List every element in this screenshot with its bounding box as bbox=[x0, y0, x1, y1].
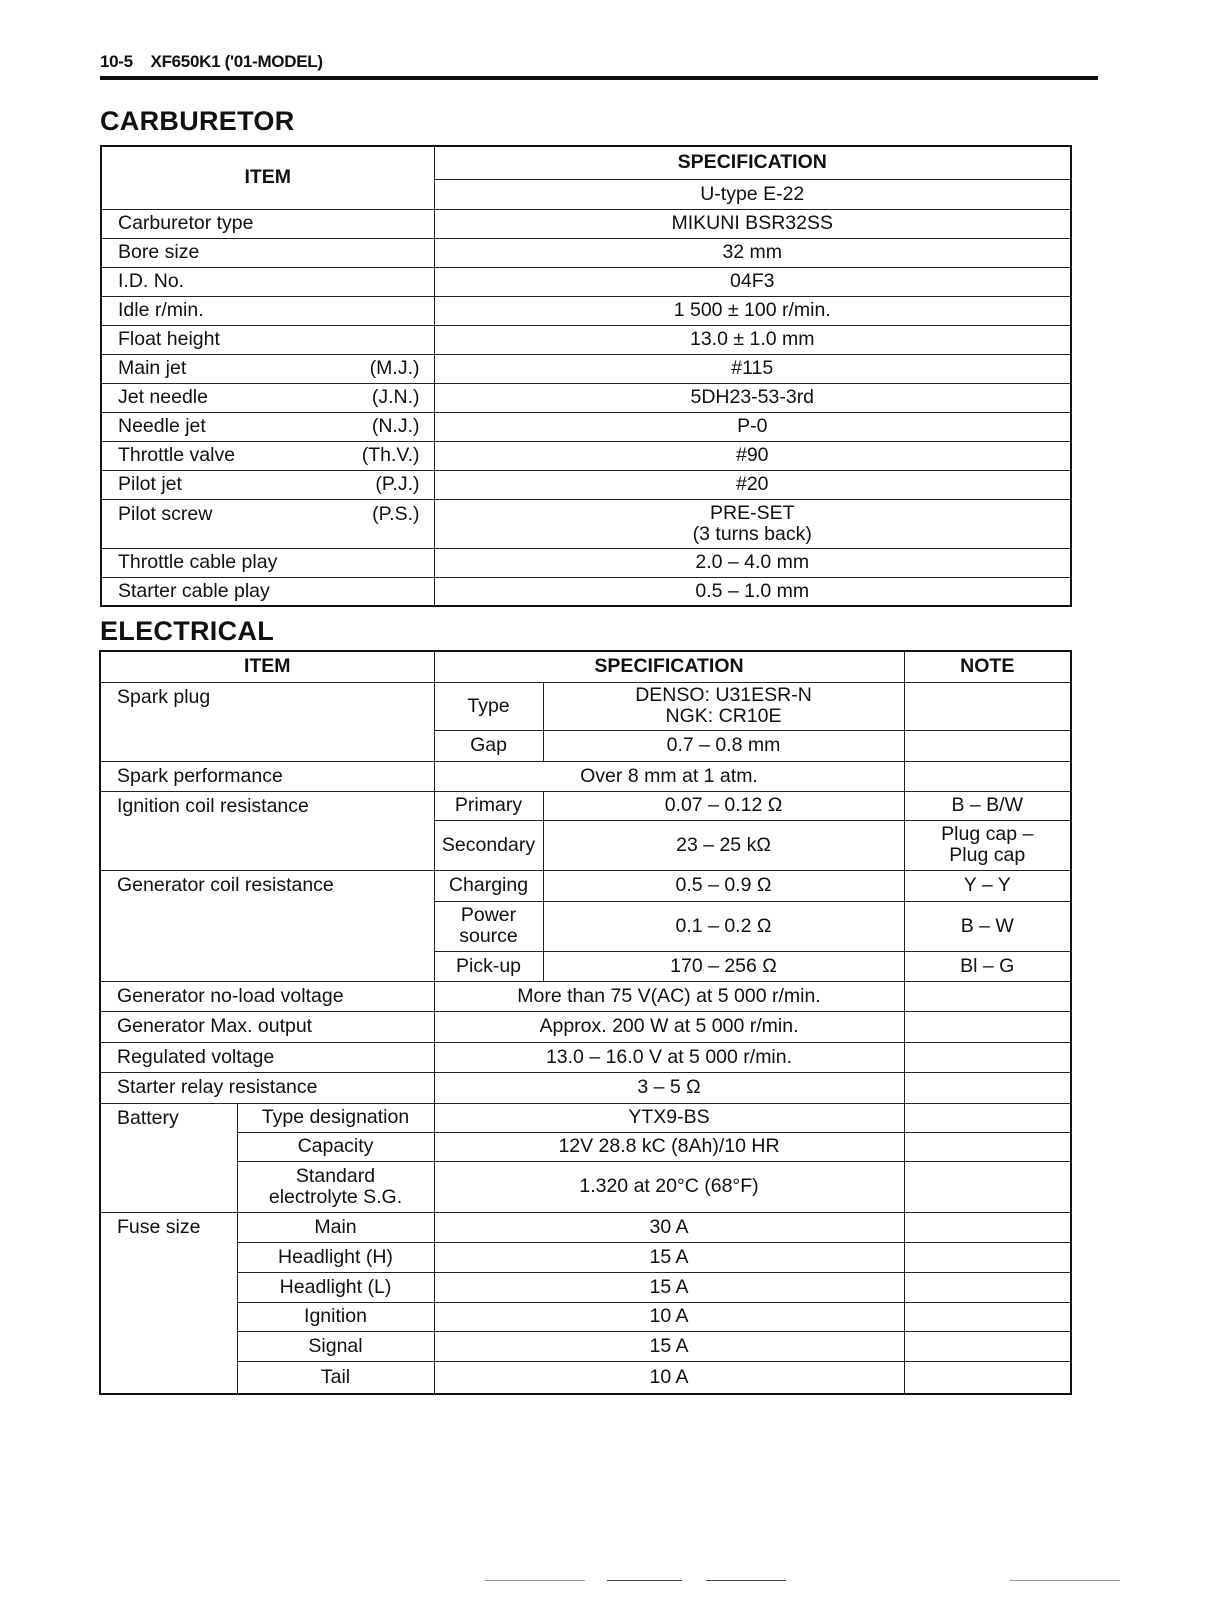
spark-plug-type-note bbox=[904, 682, 1071, 730]
charging-note: Y – Y bbox=[904, 870, 1071, 901]
power-source-value: 0.1 – 0.2 Ω bbox=[543, 901, 904, 951]
spark-plug-type-label: Type bbox=[434, 682, 543, 730]
battery-capacity-note bbox=[904, 1132, 1071, 1161]
carb-spec-value: 0.5 – 1.0 mm bbox=[695, 579, 810, 602]
pickup-label: Pick-up bbox=[434, 951, 543, 981]
fuse-row bbox=[100, 1272, 1071, 1302]
spark-performance-note bbox=[904, 761, 1071, 791]
battery-sg-label bbox=[237, 1161, 434, 1212]
fuse-note bbox=[904, 1302, 1071, 1331]
carb-item-cell bbox=[101, 412, 434, 441]
spark-plug-gap-value: 0.7 – 0.8 mm bbox=[543, 730, 904, 761]
charging-label: Charging bbox=[434, 870, 543, 901]
fuse-value: 15 A bbox=[434, 1331, 904, 1361]
carb-item-name: Carburetor type bbox=[118, 212, 254, 234]
carb-item-cell bbox=[101, 499, 434, 548]
scan-mark bbox=[485, 1580, 585, 1581]
carb-item-cell bbox=[101, 577, 434, 606]
fuse-value: 10 A bbox=[434, 1361, 904, 1394]
power-source-label bbox=[434, 901, 543, 951]
spark-plug-ngk: NGK: CR10E bbox=[665, 705, 782, 727]
fuse-note bbox=[904, 1331, 1071, 1361]
generator-max-label: Generator Max. output bbox=[100, 1011, 434, 1042]
carb-spec-cell bbox=[434, 383, 1071, 412]
ignition-primary-label: Primary bbox=[434, 791, 543, 820]
carb-spec-value: 2.0 – 4.0 mm bbox=[695, 551, 810, 573]
model-name: XF650K1 ('01-MODEL) bbox=[150, 52, 323, 71]
carb-spec-cell bbox=[434, 209, 1071, 238]
fuse-row bbox=[100, 1302, 1071, 1331]
carb-spec-value-line2: (3 turns back) bbox=[692, 522, 812, 545]
starter-relay-value: 3 – 5 Ω bbox=[434, 1072, 904, 1103]
carb-head-spec: SPECIFICATION bbox=[434, 146, 1071, 179]
ignition-primary-note: B – B/W bbox=[904, 791, 1071, 820]
carb-row bbox=[101, 325, 1071, 354]
battery-sg-value: 1.320 at 20°C (68°F) bbox=[434, 1161, 904, 1212]
elec-head-note: NOTE bbox=[904, 651, 1071, 682]
carb-spec-cell bbox=[434, 267, 1071, 296]
carb-item-cell bbox=[101, 383, 434, 412]
carb-spec-value: 32 mm bbox=[722, 241, 783, 263]
carb-item-abbr: (N.J.) bbox=[371, 415, 420, 437]
carb-item-name: I.D. No. bbox=[118, 270, 185, 292]
power-label-line2: source bbox=[459, 925, 518, 947]
generator-noload-value: More than 75 V(AC) at 5 000 r/min. bbox=[434, 981, 904, 1011]
scan-mark bbox=[706, 1580, 786, 1581]
carb-item-cell bbox=[101, 470, 434, 499]
electrical-table bbox=[99, 650, 1072, 1395]
fuse-value: 15 A bbox=[434, 1242, 904, 1272]
carb-item-cell bbox=[101, 238, 434, 267]
ignition-primary-value: 0.07 – 0.12 Ω bbox=[543, 791, 904, 820]
spark-plug-denso: DENSO: U31ESR-N bbox=[635, 684, 812, 706]
battery-type-note bbox=[904, 1103, 1071, 1132]
carb-spec-cell bbox=[434, 548, 1071, 577]
carburetor-title: CARBURETOR bbox=[100, 106, 295, 136]
carb-item-cell bbox=[101, 296, 434, 325]
fuse-value: 30 A bbox=[434, 1212, 904, 1242]
header-rule bbox=[100, 76, 1098, 80]
starter-relay-note bbox=[904, 1072, 1071, 1103]
carb-spec-value: 04F3 bbox=[730, 270, 775, 292]
carb-item-cell bbox=[101, 325, 434, 354]
battery-label: Battery bbox=[100, 1103, 237, 1212]
fuse-name: Main bbox=[237, 1212, 434, 1242]
fuse-row bbox=[100, 1331, 1071, 1361]
generator-coil-label: Generator coil resistance bbox=[100, 870, 434, 981]
carb-spec-value: MIKUNI BSR32SS bbox=[671, 212, 833, 234]
carb-sub-spec: U-type E-22 bbox=[434, 179, 1071, 209]
fuse-name: Signal bbox=[237, 1331, 434, 1361]
electrical-title: ELECTRICAL bbox=[100, 616, 274, 646]
carb-item-name: Jet needle bbox=[118, 386, 208, 408]
carb-spec-cell bbox=[434, 412, 1071, 441]
carb-row bbox=[101, 441, 1071, 470]
starter-relay-label: Starter relay resistance bbox=[100, 1072, 434, 1103]
carb-spec-value: 13.0 ± 1.0 mm bbox=[689, 328, 815, 350]
fuse-note bbox=[904, 1212, 1071, 1242]
carb-item-cell bbox=[101, 548, 434, 577]
carb-row bbox=[101, 383, 1071, 412]
ignition-secondary-note-line2: Plug cap bbox=[949, 844, 1026, 866]
carb-row bbox=[101, 577, 1071, 606]
carb-spec-cell bbox=[434, 325, 1071, 354]
carb-item-cell bbox=[101, 209, 434, 238]
carb-item-name: Throttle cable play bbox=[118, 551, 278, 573]
regulated-value: 13.0 – 16.0 V at 5 000 r/min. bbox=[434, 1042, 904, 1072]
carb-spec-value: #20 bbox=[735, 473, 769, 495]
fuse-name: Tail bbox=[237, 1361, 434, 1394]
carb-spec-value: 1 500 ± 100 r/min. bbox=[673, 299, 831, 321]
carb-row bbox=[101, 238, 1071, 267]
carb-spec-value: #115 bbox=[731, 357, 774, 379]
battery-capacity-value: 12V 28.8 kC (8Ah)/10 HR bbox=[434, 1132, 904, 1161]
generator-max-note bbox=[904, 1011, 1071, 1042]
carb-spec-cell bbox=[434, 238, 1071, 267]
carb-item-cell bbox=[101, 267, 434, 296]
carb-row bbox=[101, 499, 1071, 548]
battery-type-label: Type designation bbox=[237, 1103, 434, 1132]
carb-item-name: Needle jet bbox=[118, 415, 206, 437]
ignition-secondary-value: 23 – 25 kΩ bbox=[543, 820, 904, 870]
carb-item-abbr: (J.N.) bbox=[371, 386, 420, 408]
fuse-row bbox=[100, 1361, 1071, 1394]
generator-max-value: Approx. 200 W at 5 000 r/min. bbox=[434, 1011, 904, 1042]
carb-spec-cell bbox=[434, 577, 1071, 606]
spark-plug-type-value bbox=[543, 682, 904, 730]
carb-item-abbr: (M.J.) bbox=[369, 357, 420, 379]
pickup-value: 170 – 256 Ω bbox=[543, 951, 904, 981]
carb-row bbox=[101, 470, 1071, 499]
carb-head-item: ITEM bbox=[101, 146, 434, 209]
carb-item-name: Throttle valve bbox=[118, 444, 236, 466]
spark-performance-label: Spark performance bbox=[100, 761, 434, 791]
carb-spec-value: P-0 bbox=[737, 415, 768, 437]
ignition-secondary-note-line1: Plug cap – bbox=[941, 823, 1034, 845]
carb-item-name: Pilot jet bbox=[118, 473, 182, 495]
page-number: 10-5 bbox=[100, 52, 133, 71]
carb-rows bbox=[101, 209, 1071, 606]
carb-item-cell bbox=[101, 354, 434, 383]
fuse-name: Ignition bbox=[237, 1302, 434, 1331]
carb-spec-cell bbox=[434, 441, 1071, 470]
fuse-note bbox=[904, 1361, 1071, 1394]
fuse-value: 15 A bbox=[434, 1272, 904, 1302]
scan-mark bbox=[607, 1580, 682, 1581]
carb-item-name: Float height bbox=[118, 328, 220, 350]
carb-row bbox=[101, 209, 1071, 238]
carb-row bbox=[101, 354, 1071, 383]
carb-spec-cell bbox=[434, 470, 1071, 499]
fuse-size-label: Fuse size bbox=[100, 1212, 237, 1394]
carb-item-cell bbox=[101, 441, 434, 470]
fuse-note bbox=[904, 1242, 1071, 1272]
power-source-note: B – W bbox=[904, 901, 1071, 951]
charging-value: 0.5 – 0.9 Ω bbox=[543, 870, 904, 901]
carb-spec-value: 5DH23-53-3rd bbox=[690, 386, 815, 408]
carb-spec-cell bbox=[434, 354, 1071, 383]
pickup-note: Bl – G bbox=[904, 951, 1071, 981]
scan-mark bbox=[1010, 1580, 1120, 1581]
carb-item-name: Main jet bbox=[118, 357, 187, 379]
battery-sg-label-line1: Standard bbox=[295, 1164, 376, 1187]
carb-row bbox=[101, 412, 1071, 441]
carb-spec-cell bbox=[434, 296, 1071, 325]
elec-head-item: ITEM bbox=[100, 651, 434, 682]
page-header bbox=[100, 52, 1098, 72]
spark-performance-value: Over 8 mm at 1 atm. bbox=[434, 761, 904, 791]
fuse-note bbox=[904, 1272, 1071, 1302]
fuse-row bbox=[100, 1242, 1071, 1272]
battery-sg-label-line2: electrolyte S.G. bbox=[268, 1185, 403, 1208]
ignition-coil-label: Ignition coil resistance bbox=[100, 791, 434, 870]
generator-noload-note bbox=[904, 981, 1071, 1011]
elec-head-spec: SPECIFICATION bbox=[434, 651, 904, 682]
carb-spec-value: PRE-SET bbox=[709, 501, 795, 524]
carb-item-name: Pilot screw bbox=[118, 502, 213, 525]
fuse-value: 10 A bbox=[434, 1302, 904, 1331]
carb-row bbox=[101, 296, 1071, 325]
carb-spec-value: #90 bbox=[735, 444, 769, 466]
carb-row bbox=[101, 267, 1071, 296]
regulated-label: Regulated voltage bbox=[100, 1042, 434, 1072]
fuse-name: Headlight (H) bbox=[237, 1242, 434, 1272]
battery-type-value: YTX9-BS bbox=[434, 1103, 904, 1132]
ignition-secondary-label: Secondary bbox=[434, 820, 543, 870]
power-label-line1: Power bbox=[460, 904, 517, 926]
carburetor-table bbox=[100, 145, 1072, 607]
regulated-note bbox=[904, 1042, 1071, 1072]
carb-item-name: Bore size bbox=[118, 241, 200, 263]
carb-item-name: Starter cable play bbox=[118, 579, 270, 602]
ignition-secondary-note bbox=[904, 820, 1071, 870]
carb-item-name: Idle r/min. bbox=[118, 299, 204, 321]
spark-plug-gap-label: Gap bbox=[434, 730, 543, 761]
generator-noload-label: Generator no-load voltage bbox=[100, 981, 434, 1011]
carb-spec-cell bbox=[434, 499, 1071, 548]
spark-plug-label: Spark plug bbox=[100, 682, 434, 761]
fuse-row bbox=[100, 1212, 1071, 1242]
carb-item-abbr: (P.J.) bbox=[375, 473, 420, 495]
spark-plug-gap-note bbox=[904, 730, 1071, 761]
fuse-rows bbox=[100, 1212, 1071, 1394]
battery-sg-note bbox=[904, 1161, 1071, 1212]
carb-row bbox=[101, 548, 1071, 577]
fuse-name: Headlight (L) bbox=[237, 1272, 434, 1302]
battery-capacity-label: Capacity bbox=[237, 1132, 434, 1161]
carb-item-abbr: (P.S.) bbox=[372, 502, 420, 525]
carb-item-abbr: (Th.V.) bbox=[361, 444, 420, 466]
